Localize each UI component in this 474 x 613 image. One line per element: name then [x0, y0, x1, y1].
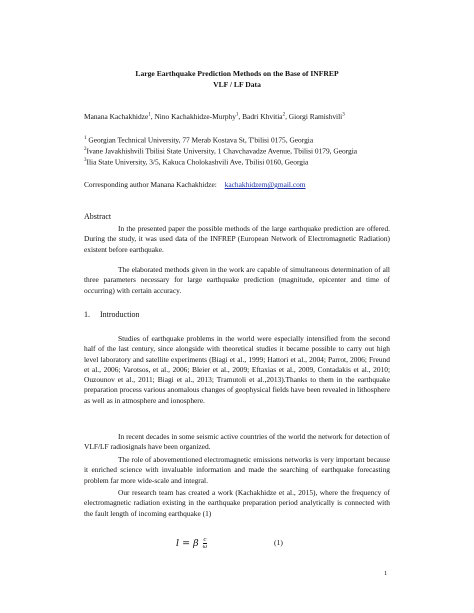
body-paragraph: The role of abovementioned electromagnetic emissions networks is very important because it enriched science with invaluable information and made the searching of earthquake forecasting problem far more wide-scale and integral. [84, 455, 390, 485]
affiliation-text: Ilia State University, 3/5, Kakuca Cholokashvili Ave, Tbilisi 0160, Georgia [86, 157, 309, 167]
affiliation-item [84, 134, 357, 145]
author-affil-mark: 1 [235, 112, 239, 118]
affiliation-text: Ivane Javakhishvili Tbilisi State University, 1 Chavchavadze Avenue, Tbilisi 0179, Georgia [86, 146, 358, 156]
title-line-2: VLF / LF Data [213, 80, 261, 89]
section-number: 1. [84, 310, 90, 319]
title-line-1: Large Earthquake Prediction Methods on the Base of INFREP [135, 69, 339, 78]
body-paragraph: In recent decades in some seismic active countries of the world the network for detection of VLF/LF radiosignals have been organized. [84, 432, 390, 452]
eq-lhs: l [176, 538, 180, 549]
page-number: 1 [384, 570, 388, 577]
section-heading [84, 310, 140, 319]
author-name: Badri Khvitia [242, 112, 283, 121]
section-title: Introduction [100, 310, 140, 319]
eq-coef: β [193, 538, 199, 549]
eq-numerator: c [203, 537, 207, 543]
affil-mark: 2 [84, 147, 87, 153]
corresponding-author [84, 180, 306, 189]
abstract-paragraph: The elaborated methods given in the work are capable of simultaneous determination of all three parameters necessary for large earthquake prediction (magnitude, epicenter and time of occurring) with certain accuracy. [84, 265, 390, 295]
equation-number: (1) [274, 538, 283, 547]
eq-denominator: ω [202, 544, 208, 550]
eq-fraction [203, 537, 208, 550]
author-affil-mark: 2 [282, 112, 286, 118]
author-list: Manana Kachakhidze$^1$, Nino Kachakhidze-Murphy$^1$, Badri Khvitia$^2$, Giorgi Ramishvili$^3$ [84, 112, 345, 121]
email-link[interactable]: kachakhidzem@gmail.com [224, 180, 306, 189]
author-name: Giorgi Ramishvili [288, 112, 343, 121]
body-paragraph: Our research team has created a work (Kachakhidze et al., 2015), where the frequency of electromagnetic radiation existing in the earthquake preparation period analytically is connected with the fault length of incoming earthquake (1) [84, 488, 390, 518]
abstract-heading: Abstract [84, 212, 112, 221]
author-affil-mark: 3 [342, 112, 345, 118]
author-name: Manana Kachakhidze [84, 112, 149, 121]
affiliation-list [84, 134, 357, 167]
author-affil-mark: 1 [148, 112, 151, 118]
author-name: Nino Kachakhidze-Murphy [154, 112, 236, 121]
affiliation-item [84, 145, 357, 156]
affil-mark: 1 [84, 136, 87, 141]
eq-sign: = [182, 538, 191, 549]
abstract-paragraph: In the presented paper the possible methods of the large earthquake prediction are offered. During the study, it was used data of the INFREP (European Network of Electromagnetic Radiation) existent before earthquake. [84, 224, 390, 254]
affiliation-text: Georgian Technical University, 77 Merab Kostava St, T'bilisi 0175, Georgia [88, 135, 314, 145]
affil-mark: 3 [84, 158, 87, 164]
corresponding-label: Corresponding author Manana Kachakhidze: [84, 180, 217, 189]
equation-expression [176, 537, 207, 550]
affiliation-item [84, 156, 357, 167]
paper-title [0, 68, 474, 90]
body-paragraph: Studies of earthquake problems in the world were especially intensified from the second half of the last century, since alongside with theoretical studies it became possible to carry out high level laboratory and satellite experiments (Biagi et al., 1999; Hattori et al., 2004; Parrot, 2006; Freund et al., 2006; Varotsos, et al., 2006; Bleier et al., 2009; Eftaxias et al., 2009, Contadakis et al., 2010; Ouzounov et al., 2011; Biagi et al., 2013; Tramutoli et al.,2013).Thanks to them in the earthquake preparation process various anomalous changes of geophysical fields have been revealed in lithosphere as well as in atmosphere and ionosphere. [84, 334, 390, 405]
